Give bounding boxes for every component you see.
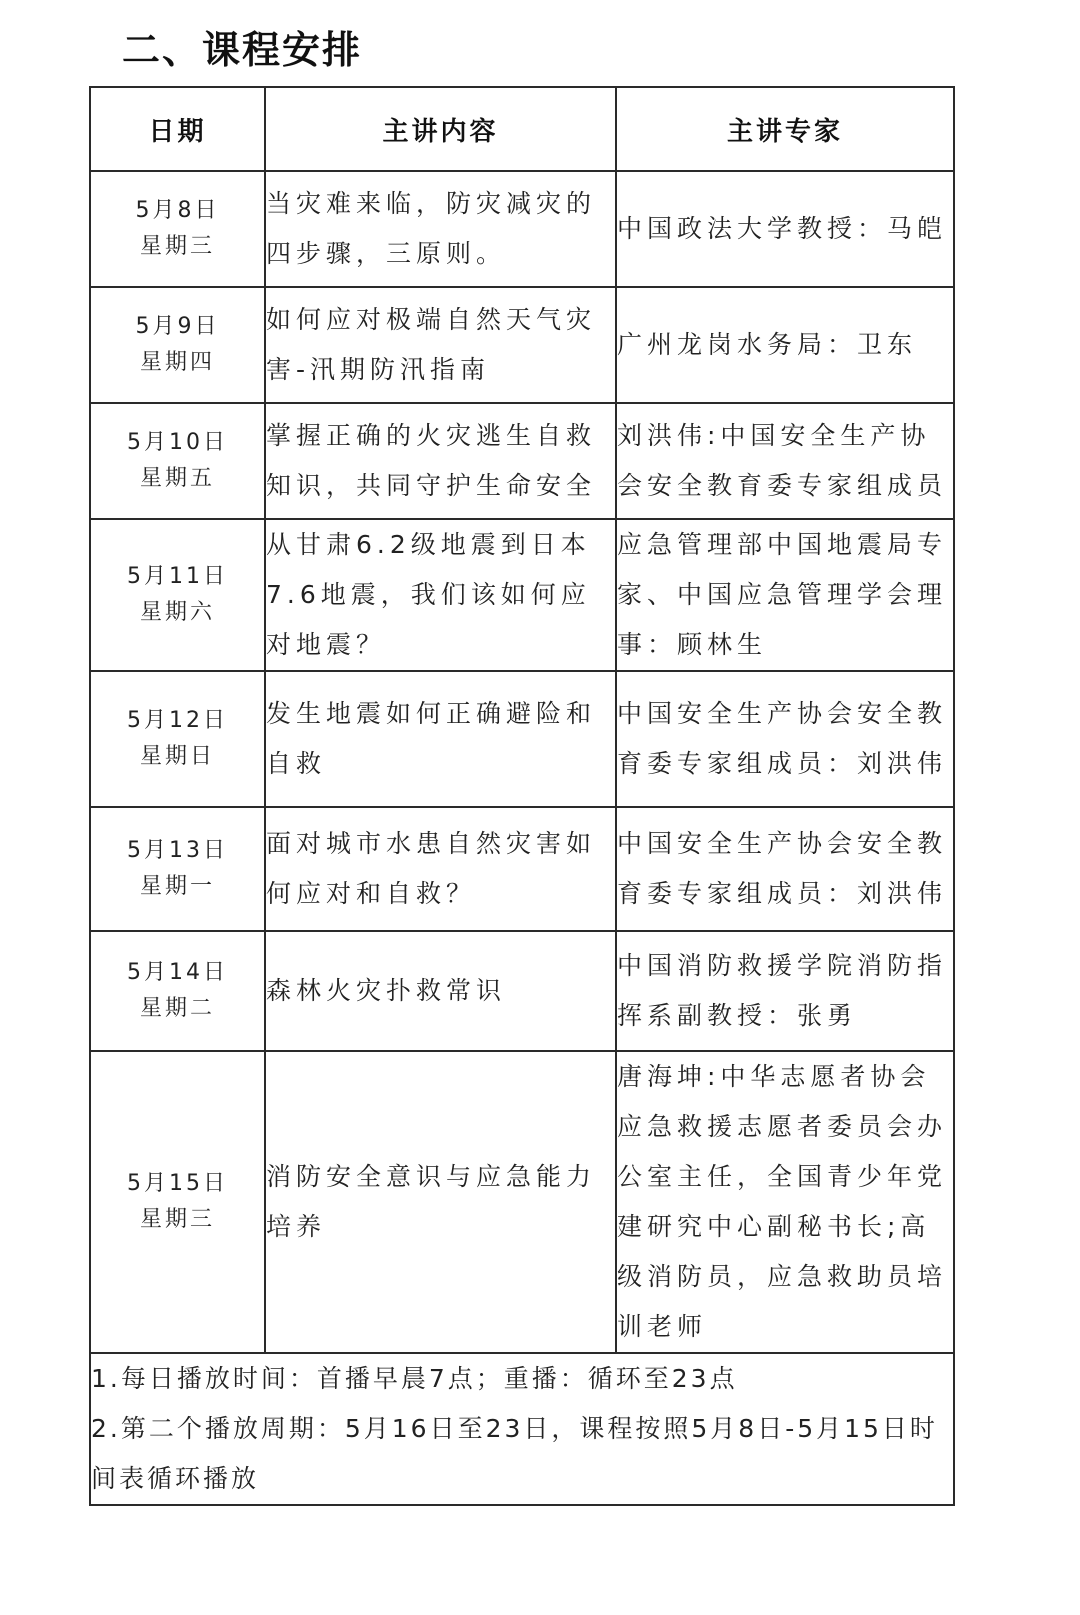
header-topic: 主讲内容 (265, 87, 616, 171)
table-row (90, 807, 954, 931)
expert-cell: 唐海坤:中华志愿者协会应急救援志愿者委员会办公室主任，全国青少年党建研究中心副秘书长;高级消防员，应急救助员培训老师 (616, 1051, 954, 1353)
table-header-row (90, 87, 954, 171)
weekday-text: 星期五 (139, 466, 215, 491)
date-cell (90, 671, 265, 807)
expert-cell: 广州龙岗水务局：卫东 (616, 287, 954, 403)
expert-cell: 应急管理部中国地震局专家、中国应急管理学会理事：顾林生 (616, 519, 954, 671)
date-cell (90, 403, 265, 519)
date-text: 5月8日 (135, 198, 220, 223)
date-cell (90, 1051, 265, 1353)
expert-cell: 中国消防救援学院消防指挥系副教授：张勇 (616, 931, 954, 1051)
note-item: 1.每日播放时间：首播早晨7点；重播：循环至23点 (91, 1364, 738, 1393)
weekday-text: 星期一 (139, 874, 215, 899)
weekday-text: 星期六 (139, 600, 215, 625)
topic-cell: 森林火灾扑救常识 (265, 931, 616, 1051)
table-row (90, 519, 954, 671)
expert-cell: 刘洪伟:中国安全生产协会安全教育委专家组成员 (616, 403, 954, 519)
table-row (90, 287, 954, 403)
table-row (90, 171, 954, 287)
header-expert: 主讲专家 (616, 87, 954, 171)
section-title: 二、课程安排 (122, 28, 363, 72)
date-text: 5月11日 (127, 564, 228, 589)
notes-cell (90, 1353, 954, 1505)
topic-cell: 发生地震如何正确避险和自救 (265, 671, 616, 807)
date-text: 5月9日 (135, 314, 220, 339)
date-text: 5月10日 (127, 430, 228, 455)
table-row (90, 671, 954, 807)
expert-cell: 中国政法大学教授：马皑 (616, 171, 954, 287)
expert-cell: 中国安全生产协会安全教育委专家组成员：刘洪伟 (616, 671, 954, 807)
topic-cell: 从甘肃6.2级地震到日本7.6地震，我们该如何应对地震？ (265, 519, 616, 671)
date-cell (90, 171, 265, 287)
weekday-text: 星期四 (139, 350, 215, 375)
expert-cell: 中国安全生产协会安全教育委专家组成员：刘洪伟 (616, 807, 954, 931)
weekday-text: 星期日 (139, 744, 215, 769)
date-cell (90, 807, 265, 931)
table-row (90, 403, 954, 519)
topic-cell: 掌握正确的火灾逃生自救知识，共同守护生命安全 (265, 403, 616, 519)
schedule-table (89, 86, 955, 1506)
table-row (90, 931, 954, 1051)
date-text: 5月12日 (127, 708, 228, 733)
date-text: 5月14日 (127, 960, 228, 985)
weekday-text: 星期三 (139, 1207, 215, 1232)
topic-cell: 如何应对极端自然天气灾害-汛期防汛指南 (265, 287, 616, 403)
date-cell (90, 519, 265, 671)
date-cell (90, 931, 265, 1051)
notes-row (90, 1353, 954, 1505)
date-cell (90, 287, 265, 403)
topic-cell: 面对城市水患自然灾害如何应对和自救？ (265, 807, 616, 931)
note-item: 2.第二个播放周期：5月16日至23日，课程按照5月8日-5月15日时间表循环播放 (91, 1414, 938, 1493)
topic-cell: 消防安全意识与应急能力培养 (265, 1051, 616, 1353)
table-row (90, 1051, 954, 1353)
date-text: 5月13日 (127, 838, 228, 863)
weekday-text: 星期三 (139, 234, 215, 259)
weekday-text: 星期二 (139, 996, 215, 1021)
topic-cell: 当灾难来临，防灾减灾的四步骤，三原则。 (265, 171, 616, 287)
date-text: 5月15日 (127, 1171, 228, 1196)
header-date: 日期 (90, 87, 265, 171)
